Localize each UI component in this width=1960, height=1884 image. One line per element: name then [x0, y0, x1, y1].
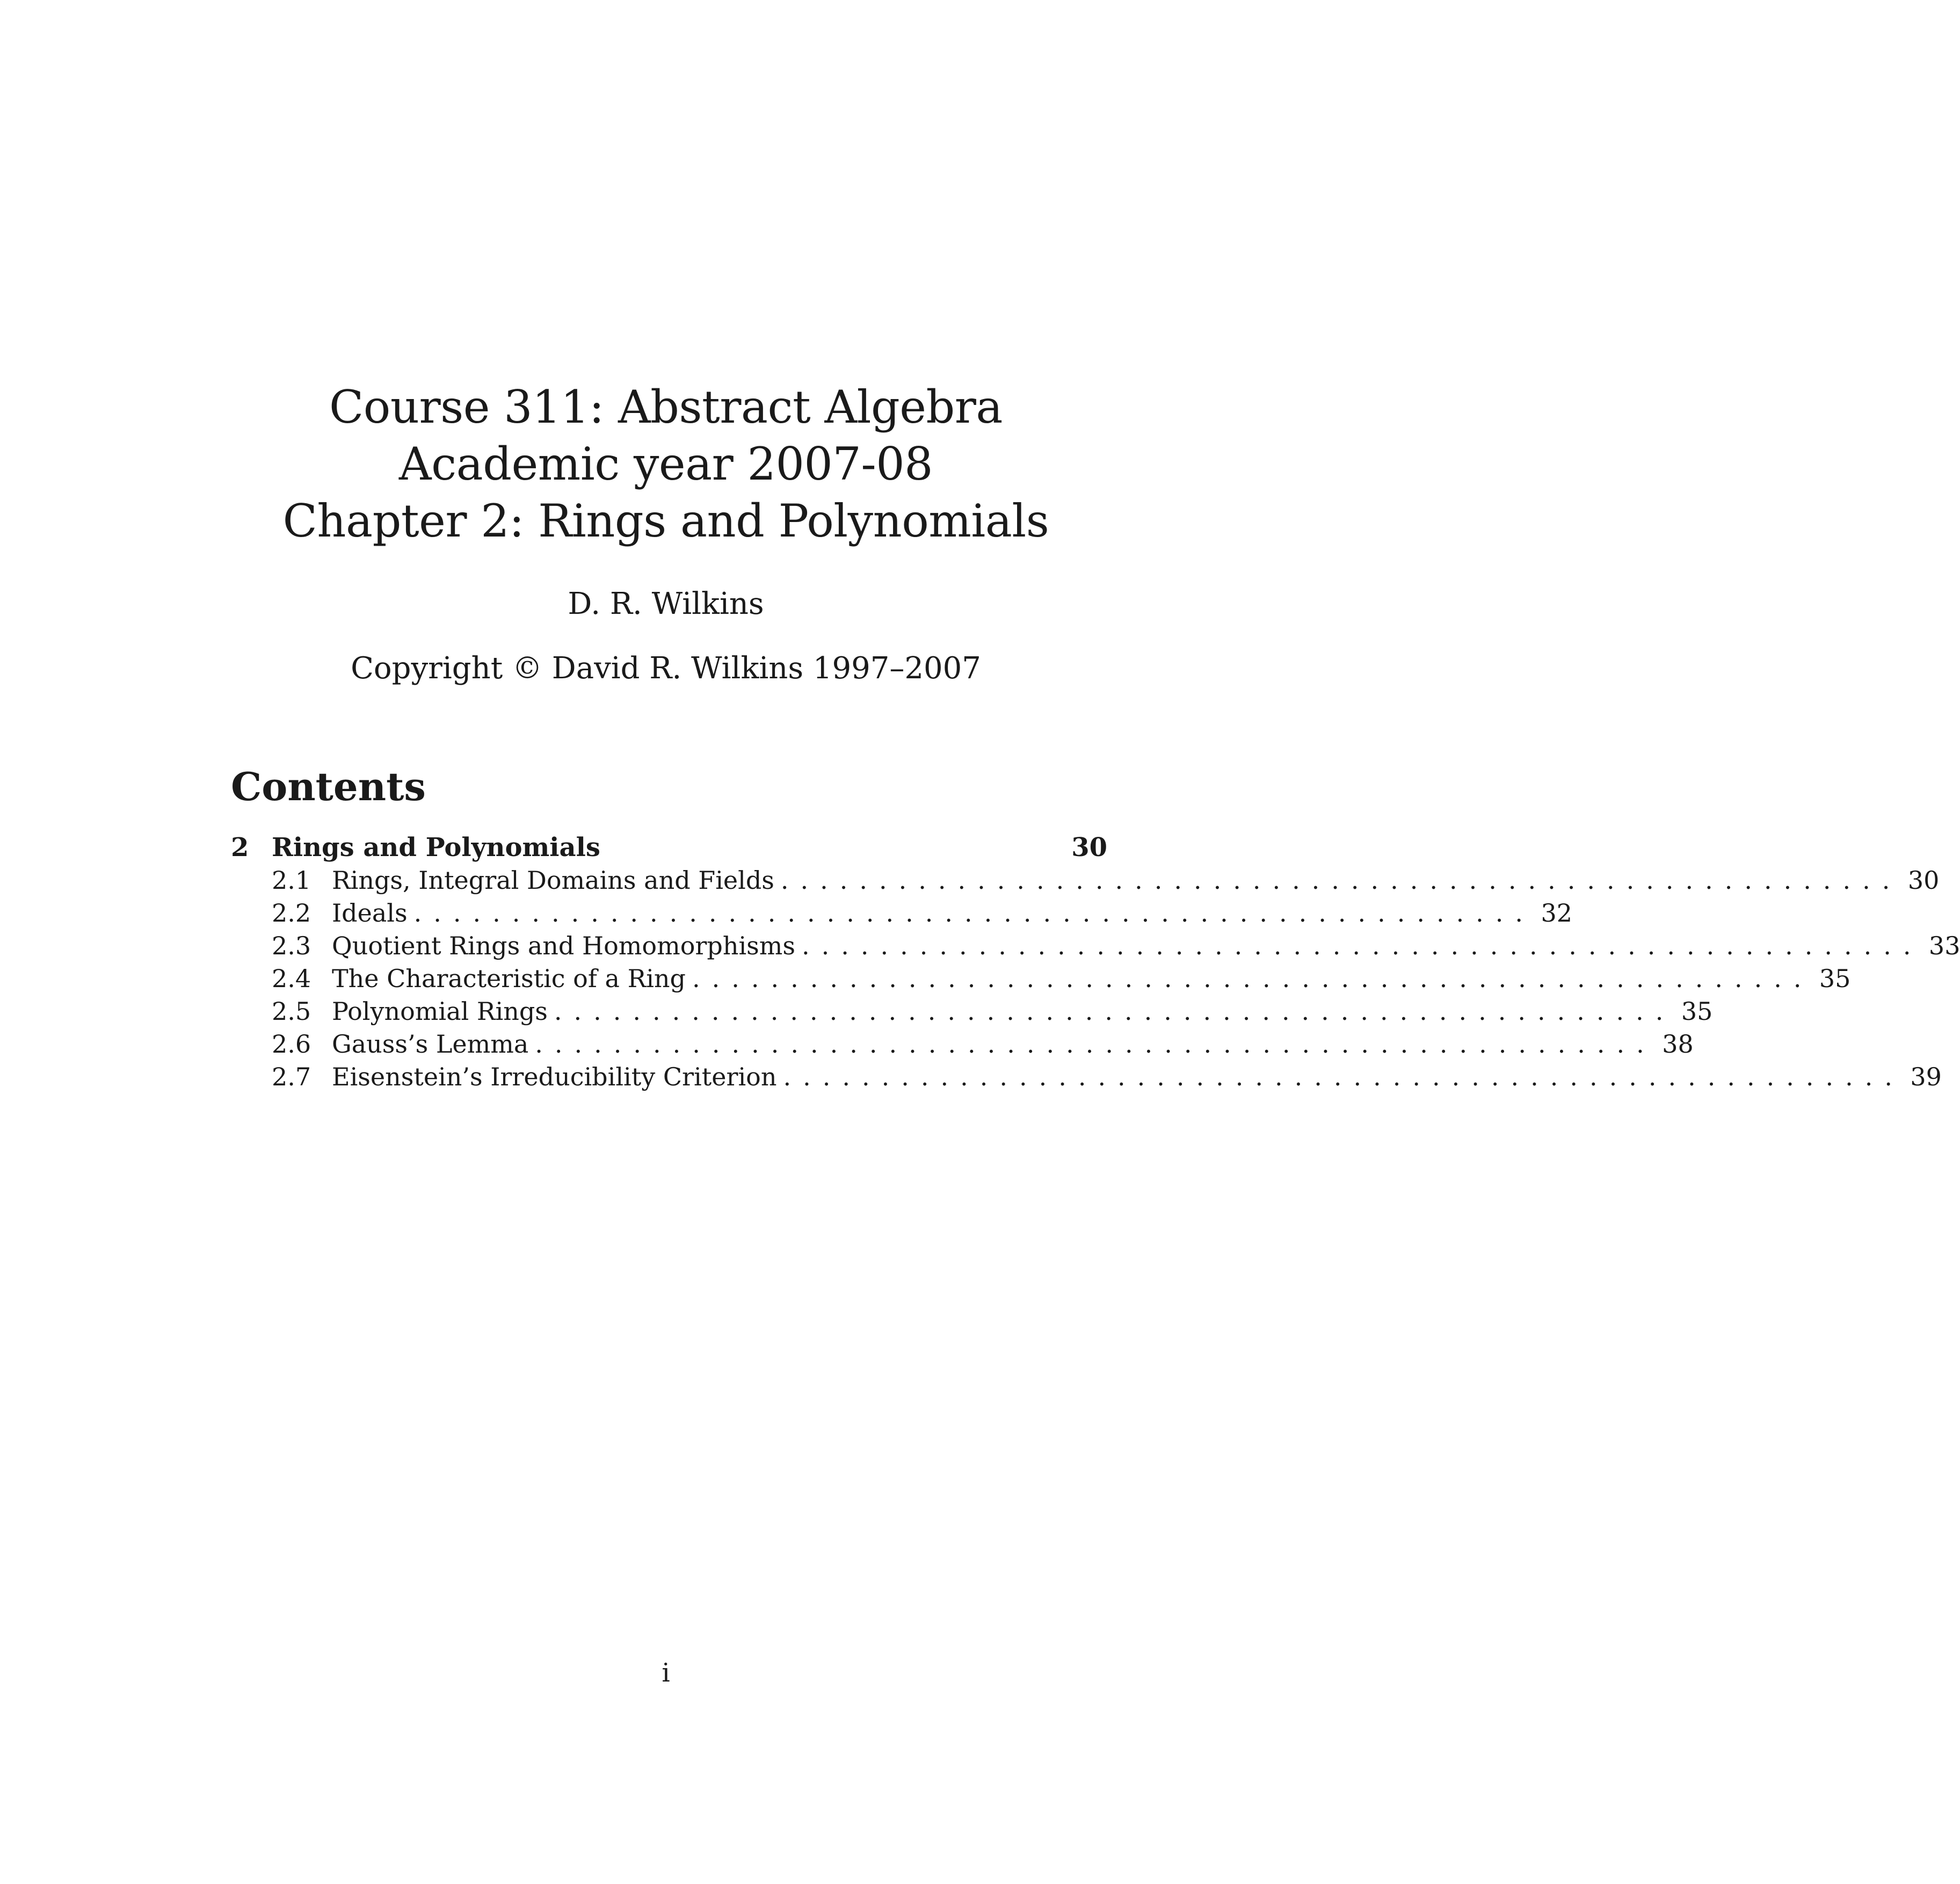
toc-section-page: 35: [1819, 964, 1851, 993]
toc-leader-dots: .........................................................: [535, 1030, 1656, 1059]
toc-section-title: Ideals: [332, 898, 408, 927]
toc-section-page: 32: [1541, 898, 1573, 927]
title-block: [0, 379, 1332, 549]
toc-section-title: Rings, Integral Domains and Fields: [332, 866, 774, 895]
toc-section-number: 2.2: [272, 898, 311, 927]
toc-section-entry[interactable]: [231, 1030, 1694, 1062]
table-of-contents: [231, 832, 1960, 1095]
toc-chapter-page: 30: [1071, 832, 1107, 863]
toc-section-entry[interactable]: [231, 931, 1960, 964]
toc-section-number: 2.3: [272, 931, 311, 960]
toc-section-title: Eisenstein’s Irreducibility Criterion: [332, 1062, 777, 1091]
toc-chapter-number: 2: [231, 832, 249, 863]
toc-section-number: 2.1: [272, 866, 311, 895]
toc-section-number: 2.5: [272, 997, 311, 1026]
toc-section-entry[interactable]: [231, 898, 1573, 931]
chapter-title: Chapter 2: Rings and Polynomials: [282, 495, 1049, 547]
toc-section-number: 2.6: [272, 1030, 311, 1059]
toc-section-page: 35: [1681, 997, 1713, 1026]
course-title: Course 311: Abstract Algebra: [329, 381, 1003, 433]
toc-leader-dots: .........................................................: [780, 866, 1902, 895]
toc-leader-dots: .........................................................: [783, 1062, 1904, 1091]
toc-section-title: Polynomial Rings: [332, 997, 548, 1026]
toc-section-entry[interactable]: [231, 1062, 1942, 1095]
toc-section-page: 33: [1928, 931, 1960, 960]
toc-section-entry[interactable]: [231, 866, 1940, 898]
toc-section-number: 2.4: [272, 964, 311, 993]
toc-leader-dots: .........................................................: [554, 997, 1675, 1026]
toc-chapter-entry[interactable]: [231, 832, 1107, 866]
toc-section-page: 30: [1907, 866, 1940, 895]
author: D. R. Wilkins: [568, 586, 764, 621]
toc-chapter-title: Rings and Polynomials: [272, 832, 600, 863]
toc-section-entry[interactable]: [231, 964, 1851, 997]
toc-section-entry[interactable]: [231, 997, 1713, 1030]
toc-leader-dots: .........................................................: [413, 898, 1535, 927]
toc-section-page: 38: [1662, 1030, 1694, 1059]
toc-section-title: Gauss’s Lemma: [332, 1030, 529, 1059]
toc-section-number: 2.7: [272, 1062, 311, 1091]
contents-heading: Contents: [231, 764, 426, 809]
page-number: i: [662, 1658, 670, 1688]
academic-year: Academic year 2007-08: [398, 438, 933, 490]
toc-leader-dots: .........................................................: [692, 964, 1813, 993]
toc-section-title: The Characteristic of a Ring: [332, 964, 686, 993]
copyright-notice: Copyright © David R. Wilkins 1997–2007: [351, 651, 981, 686]
toc-section-title: Quotient Rings and Homomorphisms: [332, 931, 795, 960]
toc-section-page: 39: [1910, 1062, 1942, 1091]
toc-leader-dots: .........................................................: [802, 931, 1923, 960]
